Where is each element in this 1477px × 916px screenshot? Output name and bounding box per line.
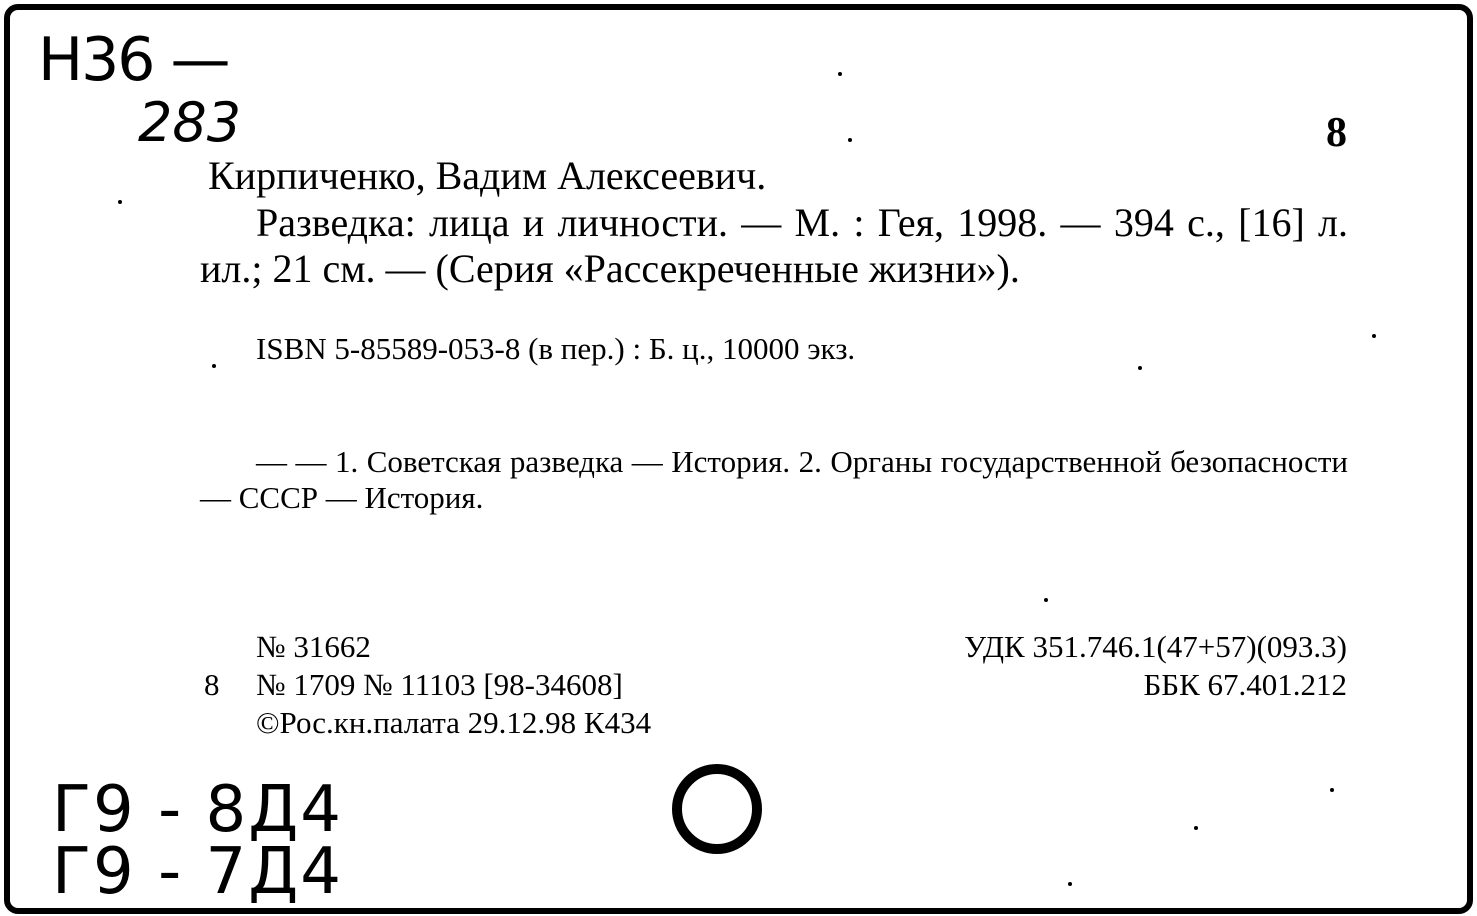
bbk-classification: ББК 67.401.212 (1143, 667, 1347, 702)
speck (1372, 334, 1376, 338)
subject-headings: — — 1. Советская разведка — История. 2. Органы государственной безопасности — СССР — История. (200, 444, 1348, 515)
speck (1044, 598, 1048, 602)
speck (848, 138, 852, 142)
isbn-line: ISBN 5-85589-053-8 (в пер.) : Б. ц., 10000 экз. (256, 331, 856, 366)
udk-classification: УДК 351.746.1(47+57)(093.3) (964, 629, 1347, 664)
circle-stamp-mark (672, 764, 762, 854)
record-numbers-line: № 1709 № 11103 [98-34608] (256, 667, 623, 702)
handwritten-shelf-mark-line1: Г9 - 8Д4 (52, 773, 343, 847)
leading-number: 8 (204, 667, 220, 702)
speck (1068, 882, 1072, 886)
speck (212, 364, 216, 368)
corner-number: 8 (1326, 110, 1347, 156)
copyright-line: ©Рос.кн.палата 29.12.98 К434 (256, 705, 652, 740)
speck (1330, 788, 1334, 792)
speck (1194, 826, 1198, 830)
handwritten-call-number-line1: Н36 — (38, 25, 229, 95)
speck (118, 200, 122, 204)
bibliographic-description: Разведка: лица и личности. — М. : Гея, 1998. — 394 с., [16] л. ил.; 21 см. — (Серия «Рассекреченные жизни»). (200, 200, 1348, 291)
speck (838, 72, 842, 76)
author-heading: Кирпиченко, Вадим Алексеевич. (208, 153, 767, 198)
speck (1138, 366, 1142, 370)
handwritten-call-number-line2: 283 (138, 91, 242, 154)
handwritten-shelf-mark-line2: Г9 - 7Д4 (52, 835, 343, 909)
record-number: № 31662 (256, 629, 371, 664)
